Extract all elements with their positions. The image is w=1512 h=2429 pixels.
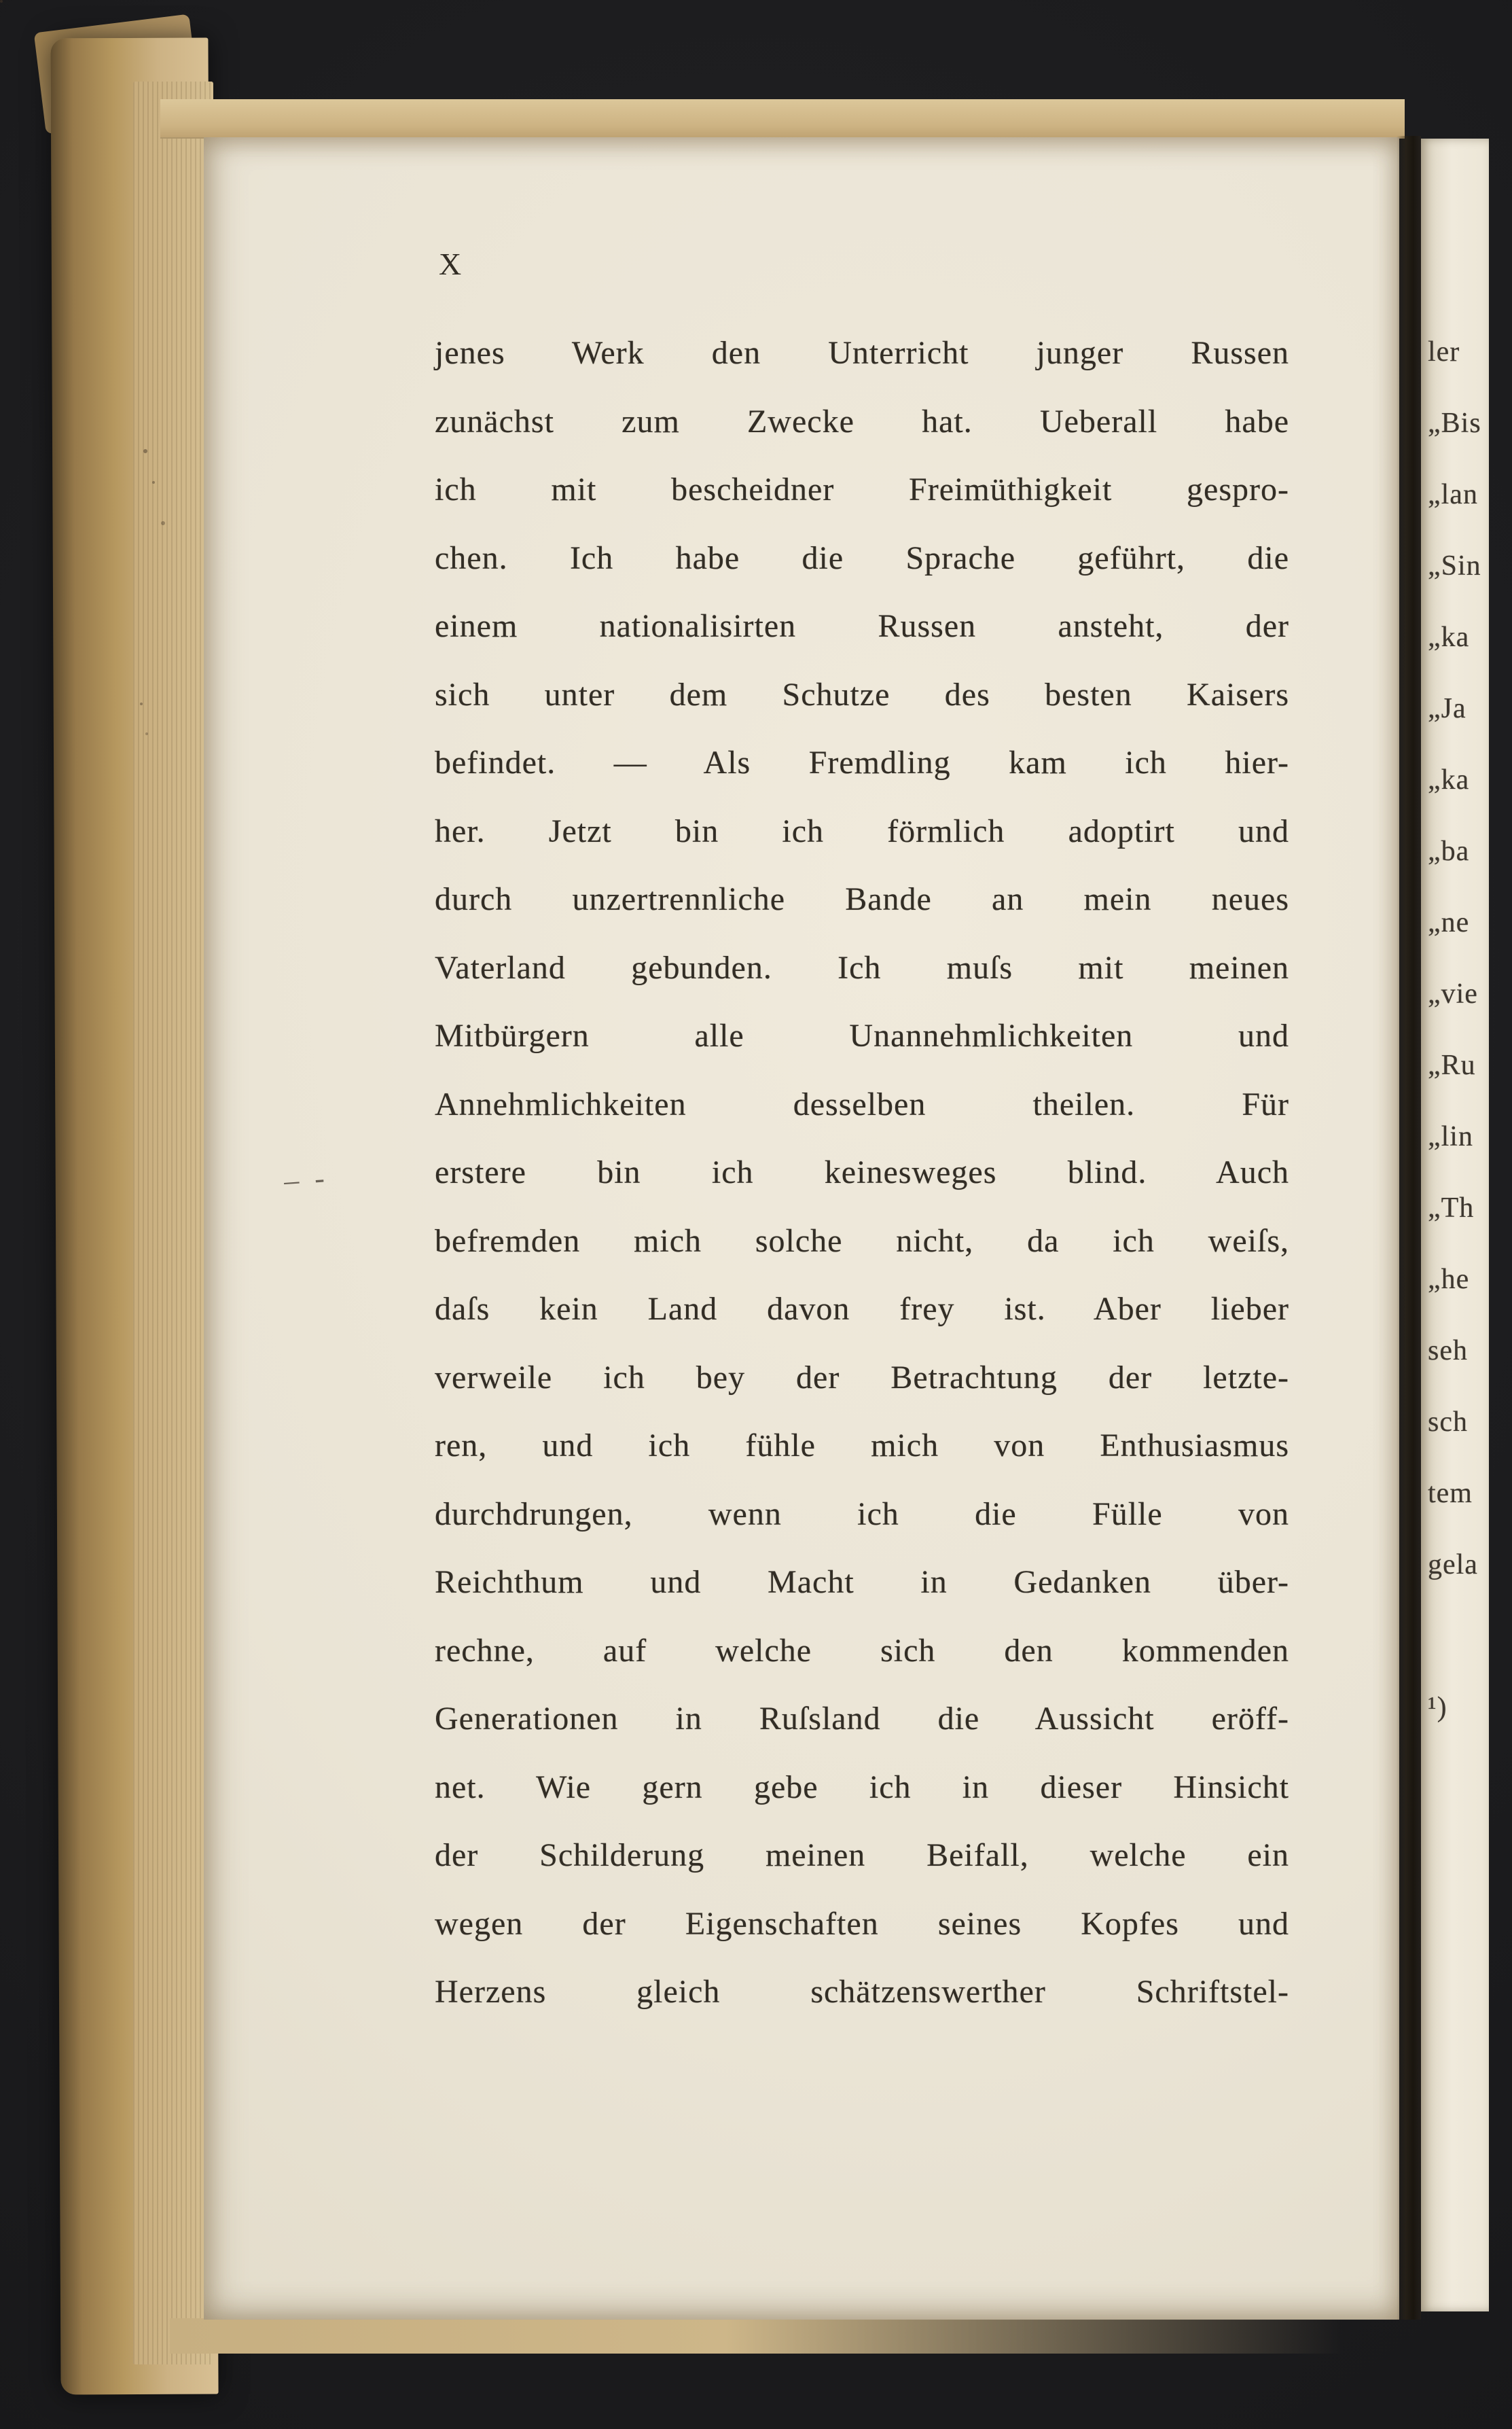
text-line: erstere bin ich keinesweges blind. Auch bbox=[435, 1154, 1289, 1190]
text-line: chen. Ich habe die Sprache geführt, die bbox=[435, 539, 1289, 576]
text-line: wegen der Eigenschaften seines Kopfes und bbox=[435, 1905, 1289, 1942]
facing-page-line-fragment: „ba bbox=[1428, 836, 1470, 867]
text-line: verweile ich bey der Betrachtung der letzte- bbox=[435, 1359, 1289, 1396]
facing-page-line-fragment: seh bbox=[1428, 1335, 1468, 1366]
facing-page-line-fragment: tem bbox=[1428, 1478, 1473, 1509]
text-line: Herzens gleich schätzenswerther Schriftstel- bbox=[435, 1974, 1289, 2010]
text-line: Generationen in Ruſsland die Aussicht eröff- bbox=[435, 1701, 1289, 1737]
text-line: befremden mich solche nicht, da ich weiſs, bbox=[435, 1222, 1289, 1259]
text-line: jenes Werk den Unterricht junger Russen bbox=[435, 335, 1289, 371]
page-gutter-shadow bbox=[1397, 136, 1421, 2320]
facing-page-fragments bbox=[1428, 317, 1489, 1743]
text-line: Mitbürgern alle Unannehmlichkeiten und bbox=[435, 1018, 1289, 1054]
facing-page-line-fragment: gela bbox=[1428, 1549, 1478, 1580]
facing-page-line-fragment: „ne bbox=[1428, 907, 1470, 938]
facing-page-line-fragment: „Bis bbox=[1428, 408, 1481, 439]
stacked-page-edges-left bbox=[133, 82, 213, 2364]
facing-page-line-fragment: ¹) bbox=[1428, 1692, 1447, 1723]
text-line: Reichthum und Macht in Gedanken über- bbox=[435, 1564, 1289, 1600]
facing-page-line-fragment: sch bbox=[1428, 1406, 1468, 1438]
text-line: durchdrungen, wenn ich die Fülle von bbox=[435, 1495, 1289, 1532]
text-line: sich unter dem Schutze des besten Kaisers bbox=[435, 676, 1289, 713]
book-top-edge bbox=[160, 99, 1405, 139]
text-line: befindet. — Als Fremdling kam ich hier- bbox=[435, 745, 1289, 781]
text-line: daſs kein Land davon frey ist. Aber lieber bbox=[435, 1291, 1289, 1327]
facing-page-line-fragment: „Ru bbox=[1428, 1050, 1476, 1081]
text-line: ren, und ich fühle mich von Enthusiasmus bbox=[435, 1428, 1289, 1464]
text-line: Annehmlichkeiten desselben theilen. Für bbox=[435, 1086, 1289, 1122]
book-page bbox=[204, 137, 1399, 2320]
text-line: einem nationalisirten Russen ansteht, der bbox=[435, 608, 1289, 644]
facing-page-line-fragment: „Sin bbox=[1428, 550, 1481, 582]
text-line: der Schilderung meinen Beifall, welche ein bbox=[435, 1837, 1289, 1873]
book-bottom-edge bbox=[170, 2318, 1406, 2354]
facing-page-line-fragment: „lan bbox=[1428, 479, 1478, 510]
text-line: durch unzertrennliche Bande an mein neues bbox=[435, 881, 1289, 917]
text-line: rechne, auf welche sich den kommenden bbox=[435, 1632, 1289, 1669]
text-line: zunächst zum Zwecke hat. Ueberall habe bbox=[435, 403, 1289, 440]
margin-pencil-mark: – - bbox=[283, 1160, 330, 1198]
page-number: X bbox=[439, 247, 463, 281]
text-line: Vaterland gebunden. Ich muſs mit meinen bbox=[435, 949, 1289, 986]
facing-page-line-fragment: ler bbox=[1428, 336, 1460, 368]
facing-page-line-fragment bbox=[1428, 1601, 1489, 1672]
facing-page-line-fragment: „ka bbox=[1428, 622, 1470, 653]
facing-page-line-fragment: „he bbox=[1428, 1264, 1470, 1295]
facing-page-line-fragment: „vie bbox=[1428, 978, 1478, 1010]
body-text bbox=[435, 319, 1289, 2027]
paper-specks bbox=[0, 0, 3, 3]
facing-page-sliver bbox=[1421, 139, 1489, 2311]
facing-page-line-fragment: „Th bbox=[1428, 1192, 1475, 1224]
facing-page-line-fragment: „ka bbox=[1428, 764, 1470, 796]
facing-page-line-fragment: „Ja bbox=[1428, 693, 1466, 724]
text-line: ich mit bescheidner Freimüthigkeit gespro- bbox=[435, 472, 1289, 508]
text-line: her. Jetzt bin ich förmlich adoptirt und bbox=[435, 813, 1289, 849]
text-line: net. Wie gern gebe ich in dieser Hinsicht bbox=[435, 1769, 1289, 1805]
facing-page-line-fragment: „lin bbox=[1428, 1121, 1473, 1152]
